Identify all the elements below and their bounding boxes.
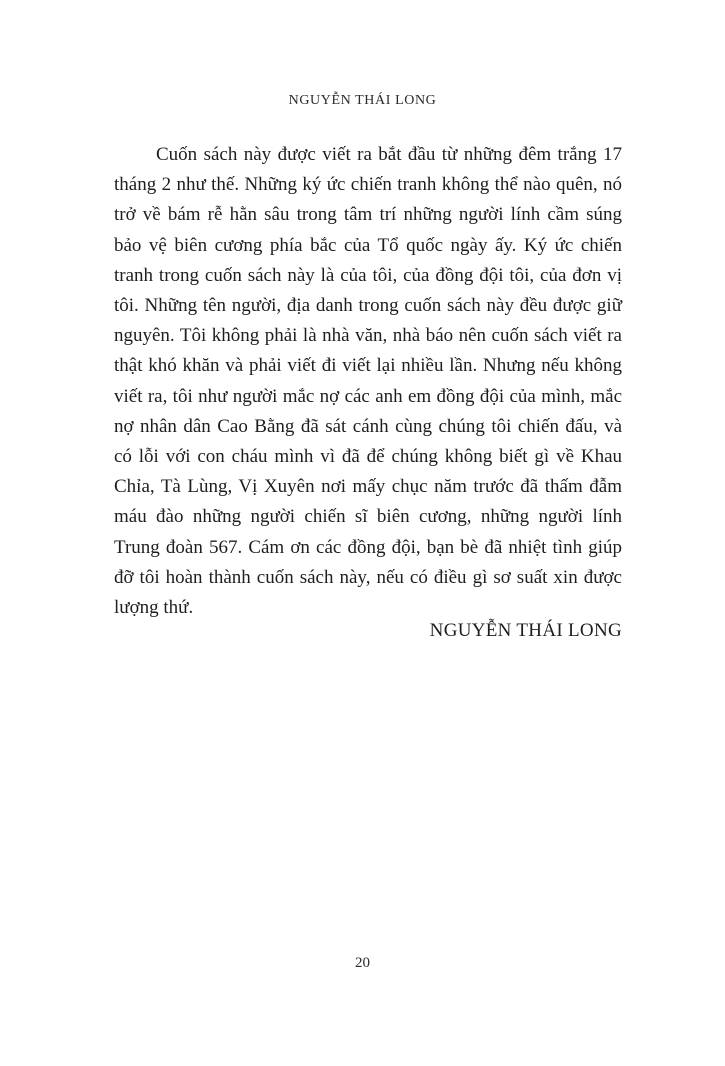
running-header: NGUYỄN THÁI LONG — [288, 93, 437, 108]
page-number: 20 — [355, 955, 370, 971]
body-paragraph: Cuốn sách này được viết ra bắt đầu từ những đêm trắng 17 tháng 2 như thế. Những ký ức chiến tranh không thể nào quên, nó trở về bám rễ hằn sâu trong tâm trí những người lính cầm súng bảo vệ biên cương phía bắc của Tổ quốc ngày ấy. Ký ức chiến tranh trong cuốn sách này là của tôi, của đồng đội tôi, của đơn vị tôi. Những tên người, địa danh trong cuốn sách này đều được giữ nguyên. Tôi không phải là nhà văn, nhà báo nên cuốn sách viết ra thật khó khăn và phải viết đi viết lại nhiều lần. Nhưng nếu không viết ra, tôi như người mắc nợ các anh em đồng đội của mình, mắc nợ nhân dân Cao Bằng đã sát cánh cùng chúng tôi chiến đấu, và có lỗi với con cháu mình vì đã để chúng không biết gì về Khau Chỉa, Tà Lùng, Vị Xuyên nơi mấy chục năm trước đã thấm đẫm máu đào những người chiến sĩ biên cương, những người lính Trung đoàn 567. Cám ơn các đồng đội, bạn bè đã nhiệt tình giúp đỡ tôi hoàn thành cuốn sách này, nếu có điều gì sơ suất xin được lượng thứ. — [114, 144, 622, 619]
author-signature: NGUYỄN THÁI LONG — [429, 620, 622, 641]
